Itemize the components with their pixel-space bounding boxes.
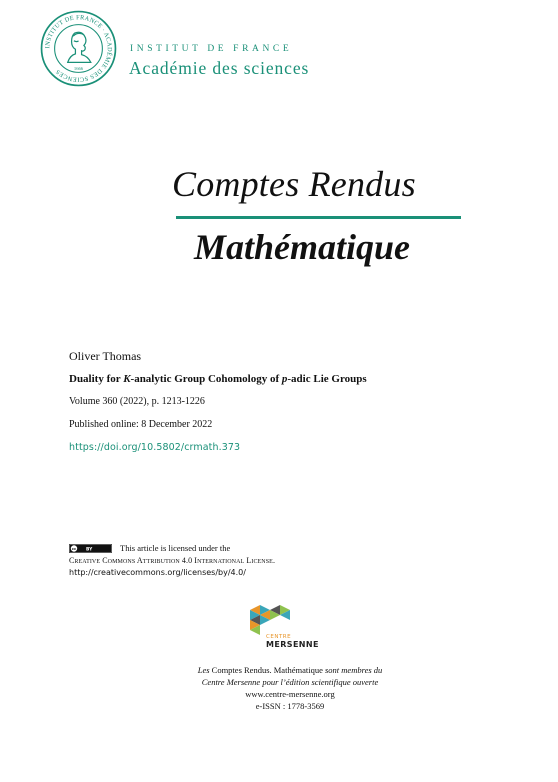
license-name[interactable]: Creative Commons Attribution 4.0 International License.: [69, 556, 276, 565]
journal-subtitle: Mathématique: [194, 227, 411, 267]
cc-by-badge-icon[interactable]: [69, 544, 112, 553]
license-url[interactable]: http://creativecommons.org/licenses/by/4.0/: [69, 568, 246, 577]
footer-website[interactable]: www.centre-mersenne.org: [245, 689, 335, 699]
publication-date: Published online: 8 December 2022: [69, 419, 213, 430]
article-author: Oliver Thomas: [69, 349, 142, 363]
svg-text:BY: BY: [86, 547, 93, 553]
license-intro: This article is licensed under the: [120, 543, 231, 553]
article-title-part: -adic Lie Groups: [287, 373, 367, 385]
article-title-math-k: K: [123, 373, 131, 385]
centre-mersenne-label-top: CENTRE: [266, 634, 292, 640]
centre-mersenne-label-bottom: MERSENNE: [266, 640, 319, 649]
seal-ring-text: INSTITUT DE FRANCE · ACADÉMIE DES SCIENCES: [44, 14, 113, 83]
academy-name: Académie des sciences: [129, 58, 310, 78]
volume-info: Volume 360 (2022), p. 1213-1226: [69, 396, 205, 407]
footer-text: Les: [197, 665, 210, 675]
footer-text: sont membres du: [324, 665, 383, 675]
article-title-part: Duality for: [69, 373, 124, 385]
article-title-part: -analytic Group Cohomology of: [130, 373, 282, 385]
footer: [90, 664, 490, 712]
article-title: [69, 373, 367, 385]
seal-year: 1666: [73, 66, 84, 72]
academie-seal-logo: [40, 10, 117, 87]
institution-name: INSTITUT DE FRANCE: [130, 44, 293, 54]
svg-text:cc: cc: [71, 547, 77, 552]
footer-line-1: [90, 664, 490, 676]
article-title-math-p: p: [281, 373, 288, 385]
footer-line-2: Centre Mersenne pour l’édition scientifique ouverte: [201, 677, 379, 687]
title-divider: [176, 216, 461, 219]
doi-link[interactable]: https://doi.org/10.5802/crmath.373: [69, 442, 241, 453]
footer-text: Comptes Rendus. Mathématique: [209, 665, 325, 675]
footer-issn: e-ISSN : 1778-3569: [255, 701, 325, 711]
journal-title: Comptes Rendus: [172, 164, 416, 204]
